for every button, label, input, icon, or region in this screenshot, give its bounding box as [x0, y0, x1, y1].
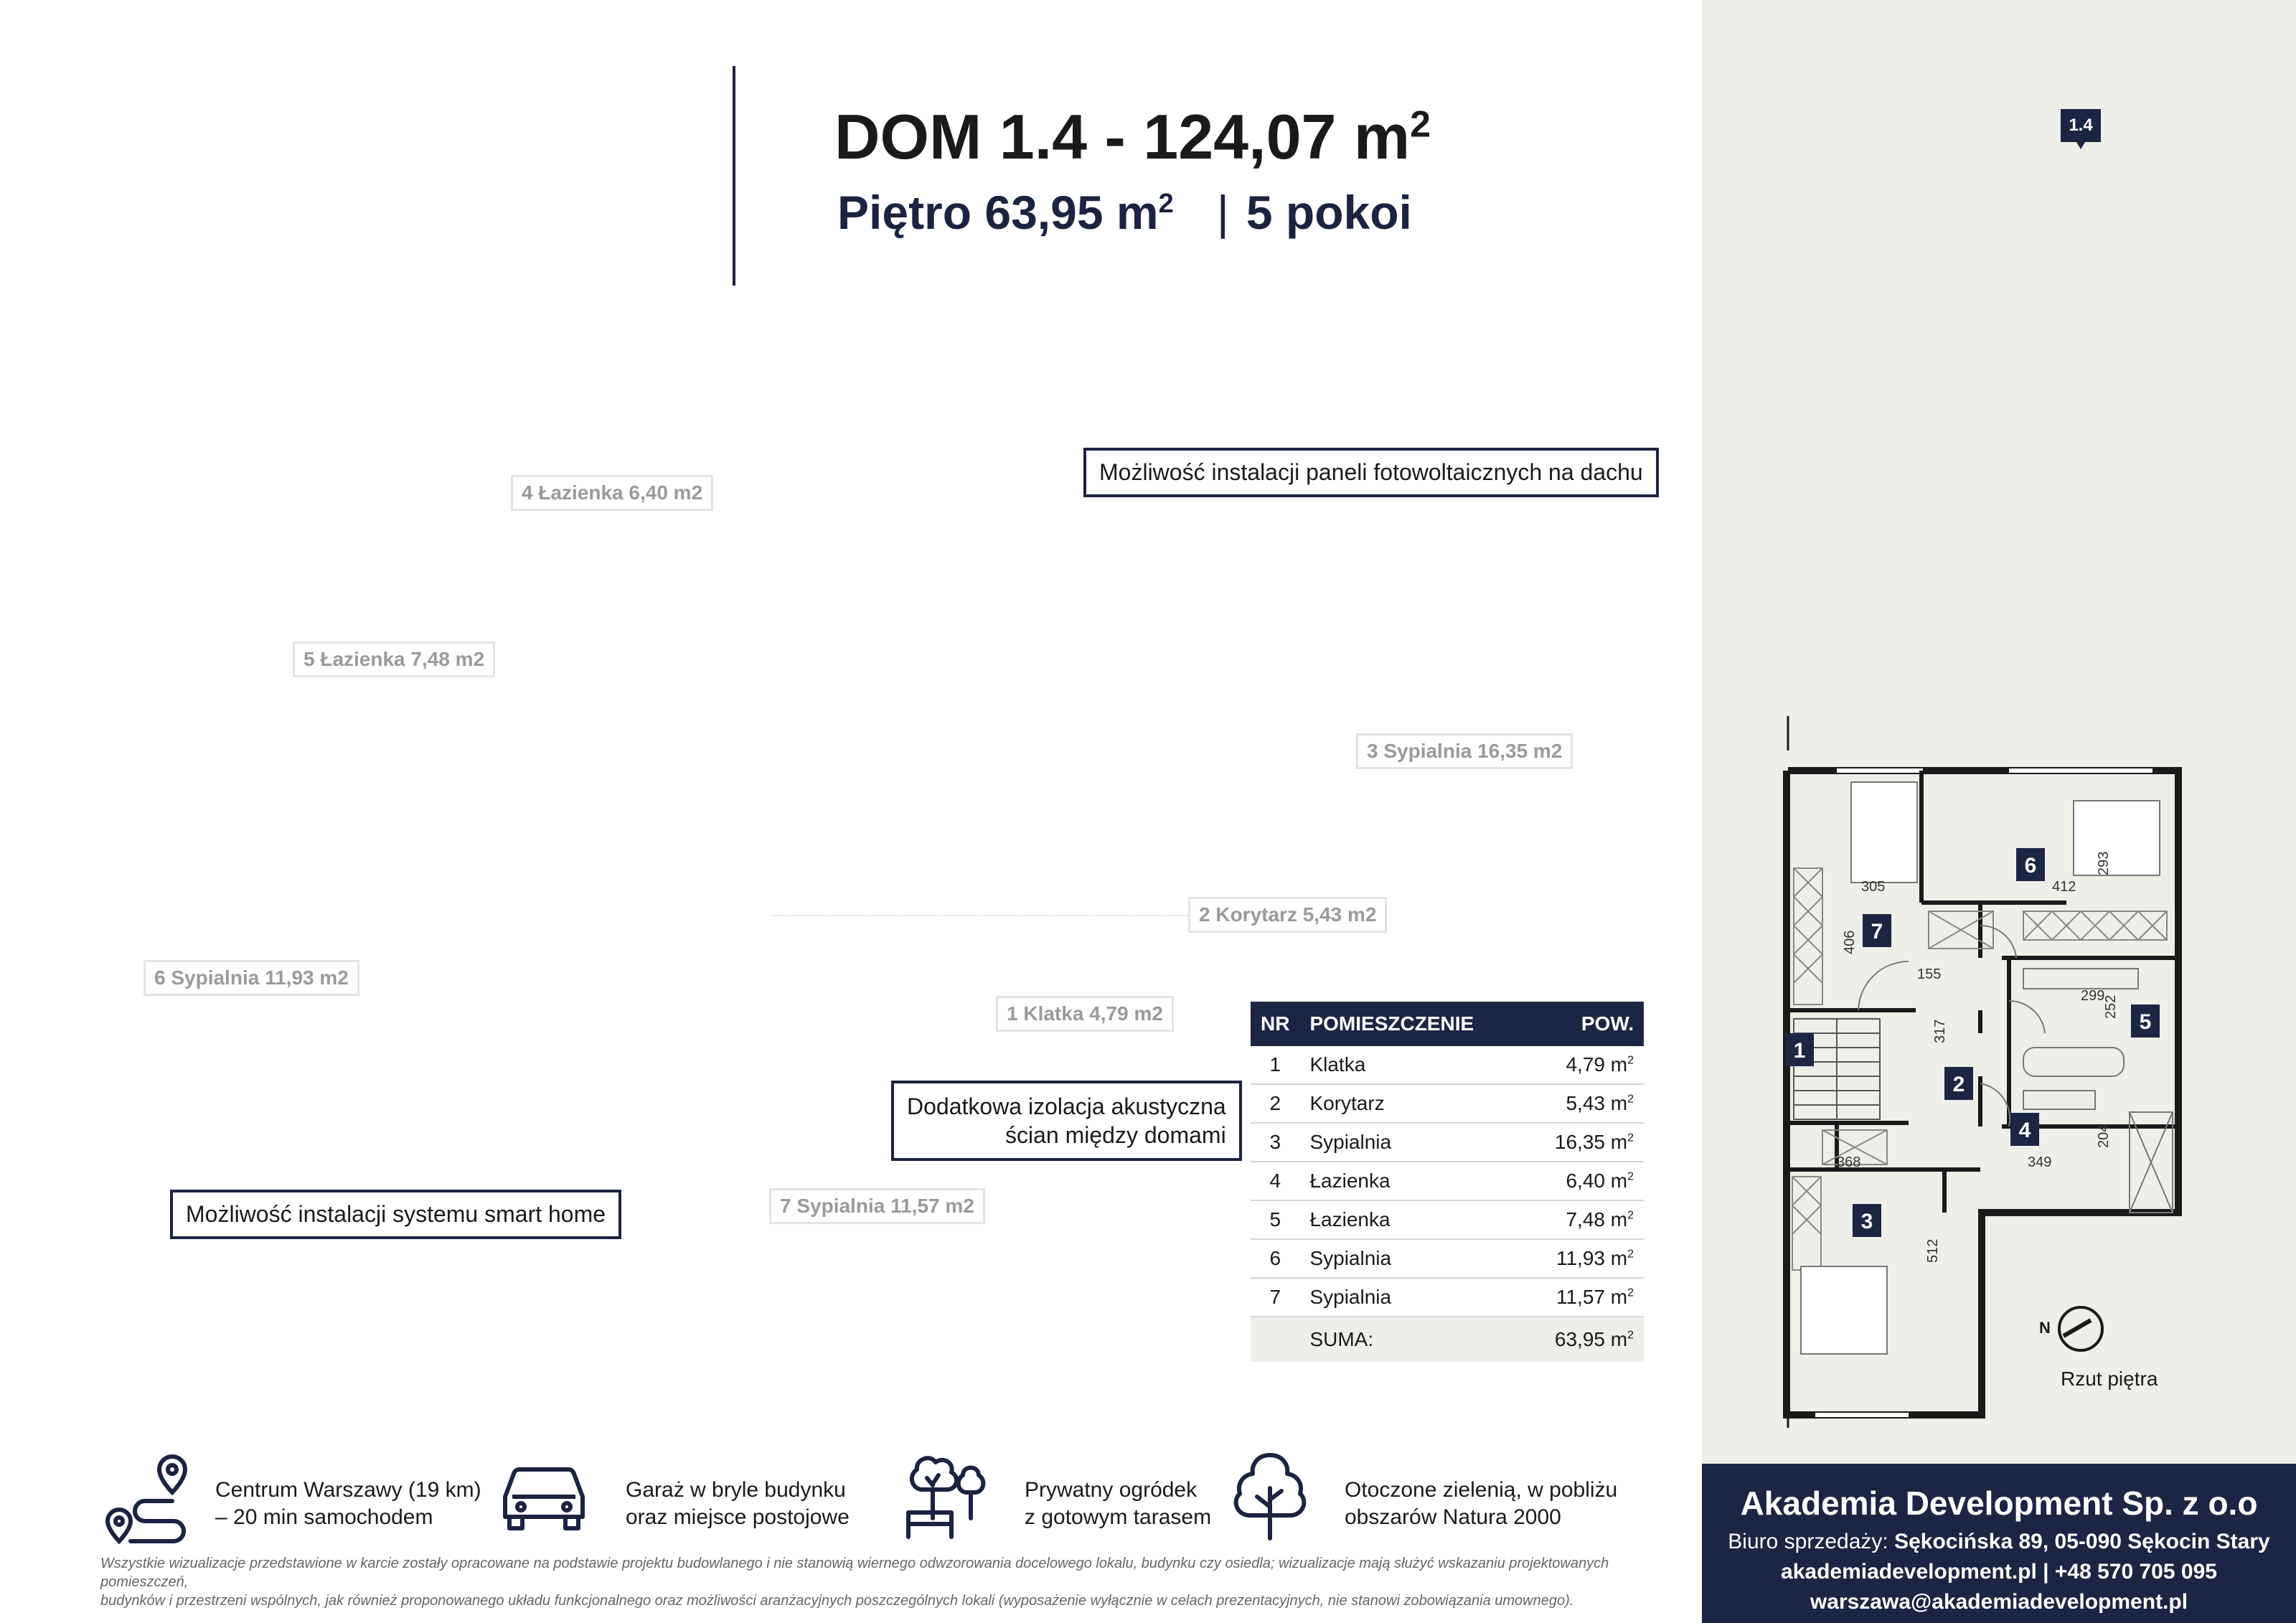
plan-dimensions	[1837, 852, 2119, 1263]
row-area: 11,57 $m^2$	[1523, 1278, 1644, 1317]
floor-plan	[1765, 710, 2267, 1428]
row-name: Łazienka	[1299, 1162, 1523, 1200]
feature-garage: Garaż w bryle budynku oraz miejsce postojowe	[626, 1478, 850, 1529]
header-rule	[733, 66, 735, 286]
ghost-leader-line	[772, 915, 1188, 916]
route-pin-icon	[98, 1449, 198, 1550]
room-badge-5: 5	[2139, 1010, 2152, 1034]
plan-walls	[1787, 716, 2178, 1428]
compass-icon	[2059, 1307, 2102, 1350]
table-row	[1251, 1046, 1644, 1084]
row-name: Sypialnia	[1299, 1239, 1523, 1278]
feature-location: Centrum Warszawy (19 km) – 20 min samochodem	[215, 1478, 481, 1529]
dim-349: 349	[2028, 1154, 2052, 1170]
col-area: POW.	[1523, 1002, 1644, 1046]
table-row	[1251, 1123, 1644, 1162]
contact-footer	[1702, 1464, 2296, 1623]
room-badge-3: 3	[1860, 1210, 1873, 1233]
room-badge-7: 7	[1871, 920, 1883, 944]
col-room: POMIESZCZENIE	[1299, 1002, 1523, 1046]
note-smart-home: Możliwość instalacji systemu smart home	[170, 1190, 621, 1239]
row-name: Korytarz	[1299, 1084, 1523, 1123]
table-row	[1251, 1084, 1644, 1123]
table-header-row	[1251, 1002, 1644, 1046]
ghost-label-room2: 2 Korytarz 5,43 m2	[1188, 897, 1387, 933]
dim-412: 412	[2052, 879, 2076, 895]
row-name: Sypialnia	[1299, 1278, 1523, 1317]
sum-label: SUMA:	[1299, 1317, 1523, 1362]
page-title: DOM 1.4 - 124,07 $m^2$	[834, 101, 1431, 172]
dim-317: 317	[1932, 1019, 1948, 1043]
ghost-label-room7: 7 Sypialnia 11,57 m2	[769, 1188, 985, 1224]
disclaimer: Wszystkie wizualizacje przedstawione w karcie zostały opracowane na podstawie projektu budowlanego i nie stanowią wiernego odwzorowania docelowego lokalu, budynku czy osiedla; wizualizacje mają służyć wskazaniu projektowanych pomieszczeń, budynków i przestrzeni wspólnych, jak również proponowanego układu funkcjonalnego oraz możliwości aranżacyjnych poszczególnych lokali (wyposażenie wyłącznie w celach prezentacyjnych, nie stanowi zobowiązania umownego).	[100, 1556, 1609, 1609]
ghost-label-room4: 4 Łazienka 6,40 m2	[511, 475, 713, 511]
row-name: Łazienka	[1299, 1200, 1523, 1239]
rooms-table	[1251, 1002, 1644, 1362]
dim-299: 299	[2081, 988, 2105, 1004]
table-row	[1251, 1162, 1644, 1200]
plan-room-badges	[1785, 848, 2160, 1237]
row-nr: 4	[1251, 1162, 1299, 1200]
dim-305: 305	[1861, 879, 1886, 895]
sum-value: 63,95 $m^2$	[1523, 1317, 1644, 1362]
table-row	[1251, 1239, 1644, 1278]
row-area: 16,35 $m^2$	[1523, 1123, 1644, 1162]
table-row	[1251, 1200, 1644, 1239]
row-area: 5,43 $m^2$	[1523, 1084, 1644, 1123]
col-nr: NR	[1251, 1002, 1299, 1046]
dim-368: 368	[1837, 1154, 1861, 1170]
row-nr: 1	[1251, 1046, 1299, 1084]
north-label: N	[2039, 1319, 2051, 1337]
row-nr: 2	[1251, 1084, 1299, 1123]
note-photovoltaic: Możliwość instalacji paneli fotowoltaicznych na dachu	[1083, 448, 1659, 497]
dim-512: 512	[1925, 1238, 1941, 1263]
room-badge-4: 4	[2018, 1119, 2031, 1142]
ghost-label-room1: 1 Klatka 4,79 m2	[996, 996, 1174, 1032]
dim-204: 204	[2096, 1124, 2112, 1148]
plan-caption: Rzut piętra	[2061, 1368, 2158, 1390]
office-address: Biuro sprzedaży: Sękocińska 89, 05-090 Sękocin Stary	[1728, 1530, 2270, 1553]
room-badge-2: 2	[1952, 1073, 1965, 1096]
room-badge-1: 1	[1793, 1039, 1806, 1063]
row-area: 7,48 $m^2$	[1523, 1200, 1644, 1239]
row-nr: 6	[1251, 1239, 1299, 1278]
house-badge: 1.4	[2061, 109, 2101, 142]
dim-155: 155	[1917, 966, 1942, 982]
row-area: 4,79 $m^2$	[1523, 1046, 1644, 1084]
ghost-label-room3: 3 Sypialnia 16,35 m2	[1356, 733, 1573, 769]
car-icon	[494, 1446, 594, 1547]
dim-252: 252	[2103, 994, 2119, 1019]
table-sum-row	[1251, 1317, 1644, 1362]
web-phone[interactable]: akademiadevelopment.pl | +48 570 705 095	[1781, 1560, 2217, 1584]
row-name: Sypialnia	[1299, 1123, 1523, 1162]
dim-406: 406	[1842, 930, 1858, 954]
room-badge-6: 6	[2024, 854, 2037, 878]
page-subtitle: Piętro 63,95 $m^2$ | 5 pokoi	[837, 186, 1412, 239]
ghost-label-room5: 5 Łazienka 7,48 m2	[293, 641, 495, 677]
note-acoustic: Dodatkowa izolacja akustyczna ścian między domami	[891, 1081, 1242, 1161]
row-nr: 5	[1251, 1200, 1299, 1239]
row-nr: 3	[1251, 1123, 1299, 1162]
feature-nature: Otoczone zielenią, w pobliżu obszarów Natura 2000	[1345, 1478, 1618, 1529]
row-name: Klatka	[1299, 1046, 1523, 1084]
table-row	[1251, 1278, 1644, 1317]
company-name: Akademia Development Sp. z o.o	[1740, 1485, 2258, 1522]
row-area: 6,40 $m^2$	[1523, 1162, 1644, 1200]
feature-garden: Prywatny ogródek z gotowym tarasem	[1025, 1478, 1212, 1529]
ghost-label-room6: 6 Sypialnia 11,93 m2	[144, 960, 359, 996]
email-link[interactable]: warszawa@akademiadevelopment.pl	[1810, 1590, 2188, 1614]
dim-293: 293	[2096, 851, 2112, 875]
garden-bench-icon	[897, 1446, 997, 1547]
tree-icon	[1220, 1446, 1320, 1547]
row-area: 11,93 $m^2$	[1523, 1239, 1644, 1278]
row-nr: 7	[1251, 1278, 1299, 1317]
